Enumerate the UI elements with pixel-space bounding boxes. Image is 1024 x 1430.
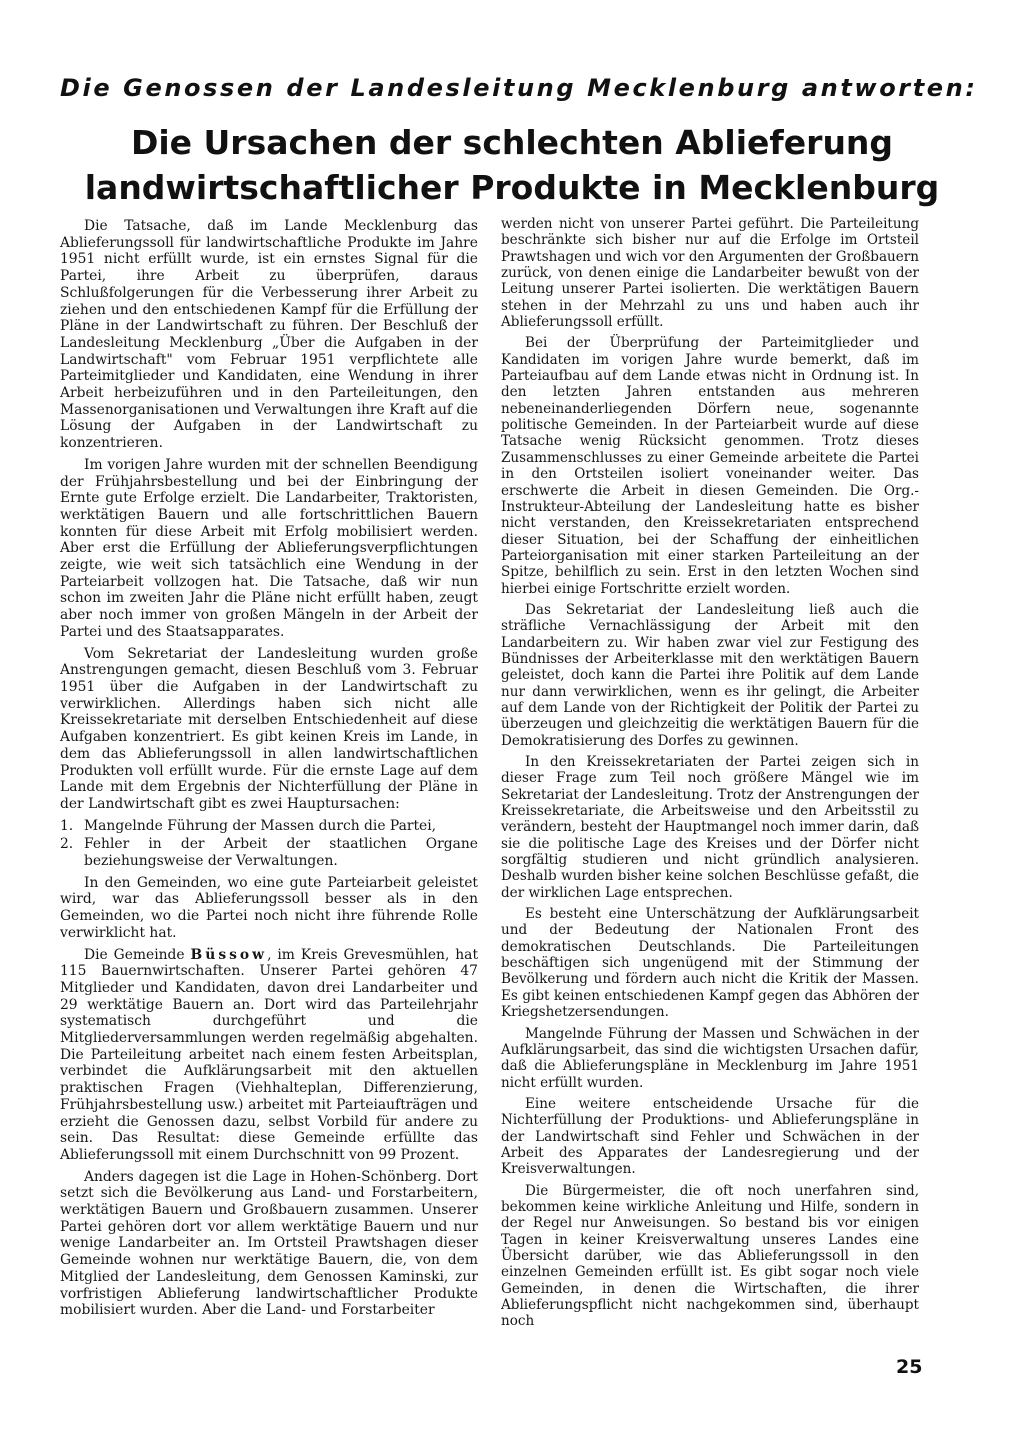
left-paragraph-3: Vom Sekretariat der Landesleitung wurden große Anstrengungen gemacht, diesen Beschluß vom 3. Februar 1951 über die Aufgaben in der Landwirtschaft zu verwirklichen. Allerdings haben sich nicht alle Kreissekretariate mit derselben Entschiedenheit auf diese Aufgaben konzentriert. Es gibt keinen Kreis im Lande, in dem das Ablieferungssoll in allen landwirtschaftlichen Produkten voll erfüllt wurde. Für die ernste Lage auf dem Lande mit dem Ergebnis der Nichterfüllung der Pläne in der Landwirtschaft gibt es zwei Hauptursachen: — [60, 645, 478, 812]
causes-list — [60, 818, 478, 870]
place-name-buessow: Büssow — [190, 946, 268, 963]
left-paragraph-1: Die Tatsache, daß im Lande Mecklenburg das Ablieferungssoll für landwirtschaftliche Produkte im Jahre 1951 nicht erfüllt wurde, ist ein ernstes Signal für die Partei, ihre Arbeit zu überprüfen, daraus Schlußfolgerungen für die Verbesserung ihrer Arbeit zu ziehen und den entschiedenen Kampf für die Erfüllung der Pläne in der Landwirtschaft zu führen. Der Beschluß der Landesleitung Mecklenburg „Über die Aufgaben in der Landwirtschaft" vom Februar 1951 verpflichtete alle Parteimitglieder und Kandidaten, eine Wendung in ihrer Arbeit herbeizuführen und in den Parteileitungen, den Massenorganisationen und Verwaltungen ihre Kraft auf die Lösung der Aufgaben in der Landwirtschaft zu konzentrieren. — [60, 218, 478, 452]
list-item — [60, 818, 478, 835]
right-paragraph-5: Es besteht eine Unterschätzung der Aufklärungsarbeit und der Bedeutung der Nationalen Front des demokratischen Deutschlands. Die Parteileitungen beschäftigen sich ungenügend mit der Stimmung der Bevölkerung und fördern auch nicht die Kritik der Massen. Es gibt keinen entschiedenen Kampf gegen das Abhören der Kriegshetzersendungen. — [501, 906, 919, 1021]
right-paragraph-1: werden nicht von unserer Partei geführt. Die Parteileitung beschränkte sich bisher nur auf die Erfolge im Ortsteil Prawtshagen und wich vor den Argumenten der Großbauern zurück, von denen einige die Landarbeiter bewußt von der Leitung unserer Partei isolierten. Die werktätigen Bauern stehen in der Mehrzahl zu uns und haben auch ihr Ablieferungssoll erfüllt. — [501, 216, 919, 331]
left-column — [60, 218, 478, 1324]
right-paragraph-3: Das Sekretariat der Landesleitung ließ auch die sträfliche Vernachlässigung der Arbeit mit den Landarbeitern zu. Wir haben zwar viel zur Festigung des Bündnisses der Arbeiterklasse mit den werktätigen Bauern geleistet, doch kann die Partei ihre Politik auf dem Lande nur dann verwirklichen, wenn es ihr gelingt, die Arbeiter auf dem Lande von der Richtigkeit der Politik der Partei zu überzeugen und gleichzeitig die werktätigen Bauern für die Demokratisierung des Dorfes zu gewinnen. — [501, 601, 919, 749]
left-paragraph-6: Anders dagegen ist die Lage in Hohen-Schönberg. Dort setzt sich die Bevölkerung aus Land- und Forstarbeitern, werktätigen Bauern und Großbauern zusammen. Unserer Partei gehören dort vor allem werktätige Bauern und nur wenige Landarbeiter an. Im Ortsteil Prawtshagen dieser Gemeinde wohnen nur werktätige Bauern, die, von dem Mitglied der Landesleitung, dem Genossen Kaminski, zur vorfristigen Ablieferung landwirtschaftlicher Produkte mobilisiert wurden. Aber die Land- und Forstarbeiter — [60, 1168, 478, 1319]
left-paragraph-2: Im vorigen Jahre wurden mit der schnellen Beendigung der Frühjahrsbestellung und bei der Einbringung der Ernte gute Erfolge erzielt. Die Landarbeiter, Traktoristen, werktätigen Bauern und alle fortschrittlichen Bauern konnten für diese Arbeit mit Erfolg mobilisiert werden. Aber erst die Erfüllung der Ablieferungsverpflichtungen zeigte, wie weit sich tatsächlich eine Wendung in der Parteiarbeit vollzogen hat. Die Tatsache, daß wir nun schon im zweiten Jahr die Pläne nicht erfüllt haben, zeugt aber noch immer von großen Mängeln in der Arbeit der Partei und des Staatsapparates. — [60, 456, 478, 640]
list-item-text: Mangelnde Führung der Massen durch die Partei, — [84, 817, 437, 834]
headline-line-2: landwirtschaftlicher Produkte in Mecklenburg — [84, 168, 940, 207]
list-item-text: Fehler in der Arbeit der staatlichen Organe beziehungsweise der Verwaltungen. — [84, 836, 478, 870]
right-paragraph-6: Mangelnde Führung der Massen und Schwächen in der Aufklärungsarbeit, das sind die wichtigsten Ursachen dafür, daß die Ablieferungspläne in Mecklenburg im Jahre 1951 nicht erfüllt wurden. — [501, 1025, 919, 1091]
headline-line-1: Die Ursachen der schlechten Ablieferung — [130, 123, 894, 162]
right-paragraph-7: Eine weitere entscheidende Ursache für die Nichterfüllung der Produktions- und Ablieferungspläne in der Landwirtschaft sind Fehler und Schwächen in der Arbeit des Apparates der Landesregierung und der Kreisverwaltungen. — [501, 1095, 919, 1178]
list-item — [60, 836, 478, 869]
page-number: 25 — [896, 1356, 923, 1378]
left-paragraph-4: In den Gemeinden, wo eine gute Parteiarbeit geleistet wird, war das Ablieferungssoll besser als in den Gemeinden, wo die Partei noch nicht ihre führende Rolle verwirklicht hat. — [60, 874, 478, 941]
right-column — [501, 216, 919, 1335]
kicker-line: Die Genossen der Landesleitung Mecklenburg antworten: — [60, 74, 978, 102]
right-paragraph-2: Bei der Überprüfung der Parteimitglieder und Kandidaten im vorigen Jahre wurde bemerkt, daß im Parteiaufbau auf dem Lande etwas nicht in Ordnung ist. In den letzten Jahren entstanden aus mehreren nebeneinanderliegenden Dörfern neue, sogenannte politische Gemeinden. In der Parteiarbeit wurde auf diese Tatsache wenig Rücksicht genommen. Trotz dieses Zusammenschlusses zu einer Gemeinde arbeitete die Partei in den Ortsteilen isoliert voneinander weiter. Das erschwerte die Arbeit in diesen Gemeinden. Die Org.-Instrukteur-Abteilung der Landesleitung hatte es bisher nicht verstanden, den Kreissekretariaten entsprechend dieser Situation, bei der Schaffung der einheitlichen Parteiorganisation mit einer starken Parteileitung an der Spitze, behilflich zu sein. Erst in den letzten Wochen sind hierbei einige Fortschritte erzielt worden. — [501, 335, 919, 597]
left-paragraph-5 — [60, 947, 478, 1164]
right-paragraph-8: Die Bürgermeister, die oft noch unerfahren sind, bekommen keine wirkliche Anleitung und Hilfe, sondern in der Regel nur Anweisungen. So bestand bis vor einigen Tagen in keiner Kreisverwaltung unseres Landes eine Übersicht darüber, wie das Ablieferungssoll in den einzelnen Gemeinden erfüllt ist. Es gibt sogar noch viele Gemeinden, in denen die Wirtschaften, die ihrer Ablieferungspflicht nicht nachgekommen sind, überhaupt noch — [501, 1182, 919, 1330]
list-item-number: 1. — [60, 817, 74, 834]
list-item-number: 2. — [60, 836, 74, 853]
article-headline — [60, 120, 964, 210]
right-paragraph-4: In den Kreissekretariaten der Partei zeigen sich in dieser Frage zum Teil noch größere Mängel wie im Sekretariat der Landesleitung. Trotz der Anstrengungen der Kreissekretariate, die Arbeitsweise und den Arbeitsstil zu verändern, besteht der Hauptmangel noch immer darin, daß sie die politische Lage des Kreises und der Dörfer nicht sorgfältig studieren und nicht gründlich analysieren. Deshalb wurden bisher keine solchen Beschlüsse gefaßt, die der wirklichen Lage entsprechen. — [501, 754, 919, 901]
paragraph-text: Die Gemeinde — [84, 946, 191, 963]
paragraph-text: , im Kreis Grevesmühlen, hat 115 Bauernwirtschaften. Unserer Partei gehören 47 Mitglieder und Kandidaten, davon drei Landarbeiter und 29 werktätige Bauern an. Dort wird das Parteilehrjahr systematisch durchgeführt und die Mitgliederversammlungen werden regelmäßig abgehalten. Die Parteileitung arbeitet nach einem festen Arbeitsplan, verbindet die Aufklärungsarbeit mit den aktuellen praktischen Fragen (Viehhalteplan, Differenzierung, Frühjahrsbestellung usw.) arbeitet mit Parteiaufträgen und erzieht die Genossen dazu, selbst Vorbild für andere zu sein. Das Resultat: diese Gemeinde erfüllte das Ablieferungssoll mit einem Durchschnitt von 99 Prozent. — [60, 946, 479, 1163]
